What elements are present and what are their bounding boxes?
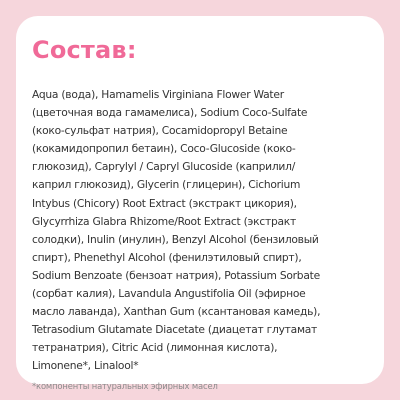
ingredients-line-2: (цветочная вода гамамелиса), Sodium Coco-Sulfate — [32, 106, 308, 120]
ingredients-list — [32, 86, 368, 376]
section-title: Состав: — [32, 36, 137, 64]
ingredients-line-5: глюкозид), Caprylyl / Capryl Glucoside (каприлил/ — [32, 160, 296, 174]
ingredients-line-14: Tetrasodium Glutamate Diacetate (диацетат глутамат — [32, 323, 318, 337]
ingredients-line-11: Sodium Benzoate (бензоат натрия), Potassium Sorbate — [32, 268, 320, 282]
ingredients-line-15: тетранатрия), Citric Acid (лимонная кислота), — [32, 341, 278, 355]
ingredients-line-13: масло лаванда), Xanthan Gum (ксантановая камедь), — [32, 305, 321, 319]
ingredients-line-3: (коко-сульфат натрия), Cocamidopropyl Betaine — [32, 124, 288, 138]
essential-oils-footnote: *компоненты натуральных эфирных масел — [32, 380, 218, 391]
ingredients-line-4: (кокамидопропил бетаин), Coco-Glucoside (коко- — [32, 142, 296, 156]
ingredients-line-8: Glycyrrhiza Glabra Rhizome/Root Extract (экстракт — [32, 214, 296, 228]
ingredients-card — [16, 16, 384, 391]
ingredients-line-6: каприл глюкозид), Glycerin (глицерин), Cichorium — [32, 178, 301, 192]
ingredients-line-9: солодки), Inulin (инулин), Benzyl Alcohol (бензиловый — [32, 232, 319, 246]
ingredients-line-16: Limonene*, Linalool* — [32, 359, 139, 373]
ingredients-line-12: (сорбат калия), Lavandula Angustifolia Oil (эфирное — [32, 287, 306, 301]
ingredients-line-10: спирт), Phenethyl Alcohol (фенилэтиловый спирт), — [32, 250, 302, 264]
ingredients-line-1: Aqua (вода), Hamamelis Virginiana Flower Water — [32, 88, 284, 101]
ingredients-line-7: Intybus (Chicory) Root Extract (экстракт цикория), — [32, 196, 297, 210]
